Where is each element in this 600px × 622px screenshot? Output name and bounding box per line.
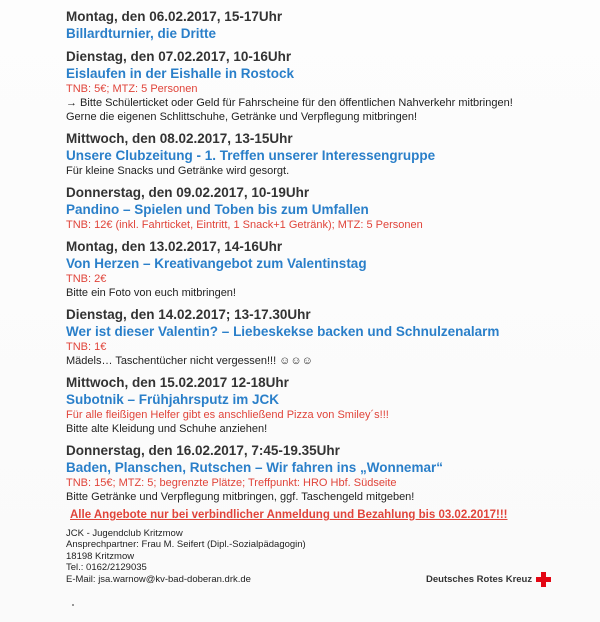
contact-email: E-Mail: jsa.warnow@kv-bad-doberan.drk.de — [66, 573, 251, 585]
event-fee-info: TNB: 2€ — [66, 273, 107, 285]
event-title: Baden, Planschen, Rutschen – Wir fahren ins „Wonnemar“ — [66, 460, 443, 475]
event-note: Bitte alte Kleidung und Schuhe anziehen! — [66, 423, 268, 435]
event-title: Von Herzen – Kreativangebot zum Valentinstag — [66, 256, 367, 271]
event-date: Dienstag, den 14.02.2017; 13-17.30Uhr — [66, 307, 311, 322]
contact-club-name: JCK - Jugendclub Kritzmow — [66, 528, 183, 539]
contact-person: Ansprechpartner: Frau M. Seifert (Dipl.-Sozialpädagogin) — [66, 539, 306, 551]
event-4 — [66, 184, 423, 232]
event-note: Bitte Getränke und Verpflegung mitbringen, ggf. Taschengeld mitgeben! — [66, 491, 415, 503]
event-3 — [66, 130, 435, 178]
event-date: Dienstag, den 07.02.2017, 10-16Uhr — [66, 49, 292, 64]
event-fee-info: TNB: 12€ (inkl. Fahrticket, Eintritt, 1 Snack+1 Getränk); MTZ: 5 Personen — [66, 219, 423, 231]
event-note: → Bitte Schülerticket oder Geld für Fahrscheine für den öffentlichen Nahverkehr mitbringen! — [66, 97, 513, 109]
event-date: Donnerstag, den 16.02.2017, 7:45-19.35Uhr — [66, 443, 340, 458]
event-note: Bitte ein Foto von euch mitbringen! — [66, 287, 236, 299]
event-date: Mittwoch, den 15.02.2017 12-18Uhr — [66, 375, 289, 390]
event-fee-info: TNB: 5€; MTZ: 5 Personen — [66, 83, 198, 95]
speck-mark — [72, 604, 74, 606]
contact-postal: 18198 Kritzmow — [66, 550, 135, 562]
registration-notice: Alle Angebote nur bei verbindlicher Anmeldung und Bezahlung bis 03.02.2017!!! — [70, 509, 508, 521]
contact-block — [66, 528, 306, 585]
red-cross-icon — [536, 572, 551, 587]
event-note: Mädels… Taschentücher nicht vergessen!!! ☺☺☺ — [66, 355, 313, 367]
event-7 — [66, 374, 389, 436]
event-date: Donnerstag, den 09.02.2017, 10-19Uhr — [66, 185, 310, 200]
event-title: Subotnik – Frühjahrsputz im JCK — [66, 392, 280, 407]
event-note: Für kleine Snacks und Getränke wird gesorgt. — [66, 165, 290, 177]
event-date: Montag, den 06.02.2017, 15-17Uhr — [66, 9, 283, 24]
event-1 — [66, 8, 282, 42]
drk-logo — [426, 572, 551, 587]
event-date: Mittwoch, den 08.02.2017, 13-15Uhr — [66, 131, 293, 146]
event-title: Wer ist dieser Valentin? – Liebeskekse backen und Schnulzenalarm — [66, 324, 500, 339]
event-note: Gerne die eigenen Schlittschuhe, Getränke und Verpflegung mitbringen! — [66, 111, 418, 123]
event-title: Billardturnier, die Dritte — [66, 26, 217, 41]
event-5 — [66, 238, 367, 300]
event-fee-info: TNB: 15€; MTZ: 5; begrenzte Plätze; Treffpunkt: HRO Hbf. Südseite — [66, 477, 397, 489]
event-title: Unsere Clubzeitung - 1. Treffen unserer Interessengruppe — [66, 148, 436, 163]
event-title: Eislaufen in der Eishalle in Rostock — [66, 66, 295, 81]
event-fee-info: TNB: 1€ — [66, 341, 107, 353]
event-8 — [66, 442, 443, 504]
contact-phone: Tel.: 0162/2129035 — [66, 562, 147, 574]
event-2 — [66, 48, 513, 124]
event-fee-info: Für alle fleißigen Helfer gibt es anschließend Pizza von Smiley´s!!! — [66, 409, 389, 421]
event-date: Montag, den 13.02.2017, 14-16Uhr — [66, 239, 283, 254]
drk-name: Deutsches Rotes Kreuz — [426, 574, 533, 585]
event-6 — [66, 306, 499, 368]
event-title: Pandino – Spielen und Toben bis zum Umfallen — [66, 202, 369, 217]
